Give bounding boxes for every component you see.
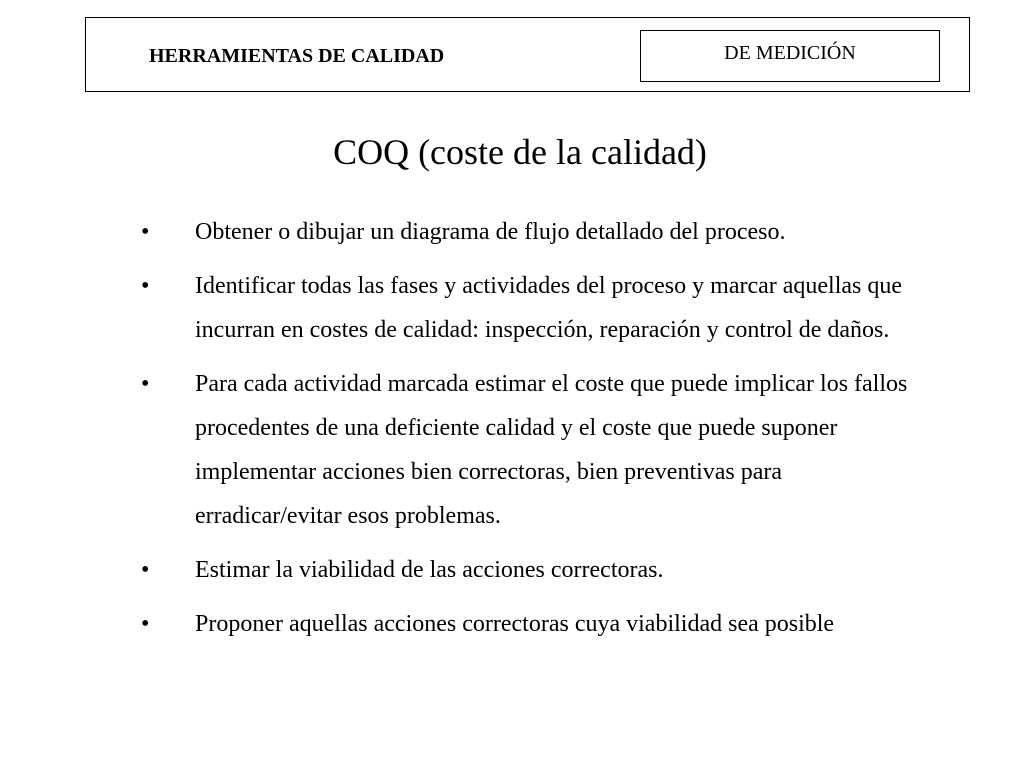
- bullet-text: Estimar la viabilidad de las acciones correctoras.: [195, 557, 664, 583]
- bullet-item: [141, 210, 921, 254]
- bullet-text: Para cada actividad marcada estimar el coste que puede implicar los fallos procedentes de una deficiente calidad y el coste que puede suponer implementar acciones bien correctoras, bien preventivas para erradicar/evitar esos problemas.: [195, 371, 908, 529]
- bullet-icon: •: [141, 219, 150, 245]
- bullet-item: [141, 362, 921, 538]
- bullet-item: [141, 548, 921, 592]
- bullet-icon: •: [141, 371, 150, 397]
- slide-title: COQ (coste de la calidad): [333, 132, 707, 172]
- header-box: [85, 17, 970, 92]
- header-subtitle-box: [640, 30, 940, 82]
- bullet-icon: •: [141, 273, 150, 299]
- bullet-text: Identificar todas las fases y actividades del proceso y marcar aquellas que incurran en costes de calidad: inspección, reparación y control de daños.: [195, 273, 903, 343]
- bullet-list: [141, 210, 921, 656]
- header-title: HERRAMIENTAS DE CALIDAD: [149, 45, 445, 67]
- bullet-icon: •: [141, 557, 150, 583]
- bullet-icon: •: [141, 611, 150, 637]
- bullet-item: [141, 602, 921, 646]
- bullet-item: [141, 264, 921, 352]
- bullet-text: Proponer aquellas acciones correctoras cuya viabilidad sea posible: [195, 611, 835, 637]
- header-subtitle: DE MEDICIÓN: [724, 42, 856, 64]
- bullet-text: Obtener o dibujar un diagrama de flujo detallado del proceso.: [195, 219, 786, 245]
